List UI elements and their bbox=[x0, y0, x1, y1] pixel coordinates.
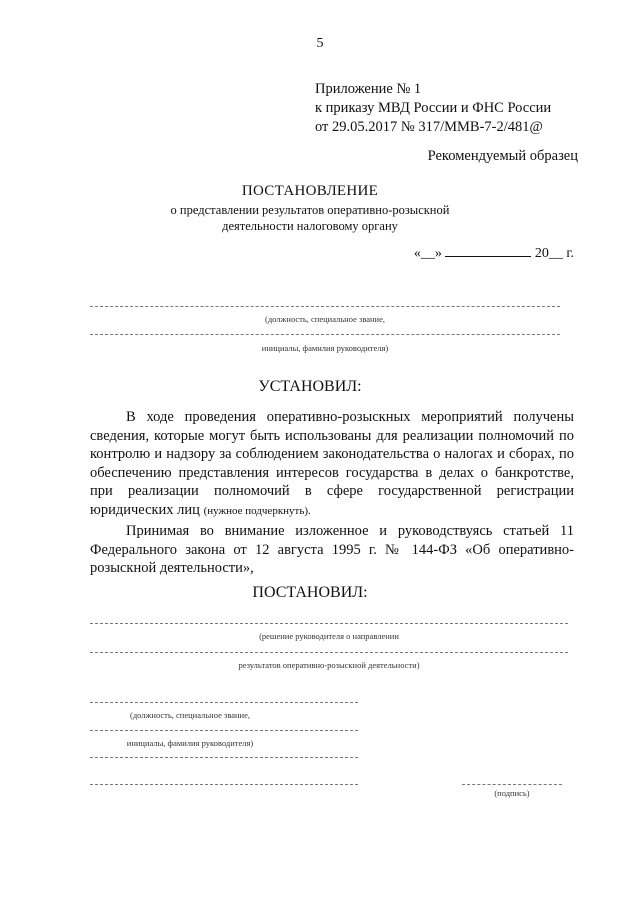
established-heading: УСТАНОВИЛ: bbox=[258, 378, 362, 395]
position-line bbox=[90, 306, 560, 307]
date-line bbox=[414, 242, 574, 262]
appendix-line-3: от 29.05.2017 № 317/ММВ-7-2/481@ bbox=[315, 119, 543, 135]
document-title: ПОСТАНОВЛЕНИЕ bbox=[241, 183, 379, 199]
signature-caption: (подпись) bbox=[494, 788, 530, 798]
decision-caption-1: (решение руководителя о направлении bbox=[259, 631, 399, 641]
document-subtitle bbox=[0, 202, 630, 234]
appendix-block bbox=[315, 80, 551, 137]
signatory-extra-line bbox=[90, 757, 358, 758]
signatory-position-line bbox=[90, 702, 358, 703]
decision-line-2 bbox=[90, 652, 568, 653]
head-caption: инициалы, фамилия руководителя) bbox=[261, 343, 389, 353]
paragraph-1 bbox=[90, 408, 574, 520]
subtitle-line-1: о представлении результатов оперативно-розыскной bbox=[170, 203, 450, 217]
decision-line-1 bbox=[90, 623, 568, 624]
date-year-suffix: г. bbox=[566, 246, 574, 261]
date-year-prefix: 20__ bbox=[534, 246, 563, 261]
page-number: 5 bbox=[316, 36, 324, 51]
position-caption: (должность, специальное звание, bbox=[264, 314, 386, 324]
date-month-blank bbox=[445, 242, 531, 257]
paragraph-2-text: Принимая во внимание изложенное и руководствуясь статьей 11 Федерального закона от 12 августа 1995 г. № 144-ФЗ «Об оперативно-розыскной деятельности», bbox=[90, 523, 574, 576]
paragraph-2 bbox=[90, 522, 574, 578]
subtitle-line-2: деятельности налоговому органу bbox=[222, 219, 398, 233]
paragraph-1-text: В ходе проведения оперативно-розыскных мероприятий получены сведения, которые могут быть использованы для реализации полномочий по контролю и надзору за соблюдением законодательства о налогах и сборах, по обеспечению представления интересов государства в делах о банкротстве, при реализации полномочий в сфере государственной регистрации юридических лиц bbox=[90, 409, 574, 518]
date-day: «__» bbox=[413, 246, 442, 261]
signatory-head-caption: инициалы, фамилия руководителя) bbox=[126, 738, 254, 748]
appendix-line-1: Приложение № 1 bbox=[315, 81, 422, 97]
signature-line bbox=[462, 784, 562, 785]
signatory-name-line bbox=[90, 784, 358, 785]
decision-caption-2: результатов оперативно-розыскной деятельности) bbox=[238, 660, 420, 670]
head-line bbox=[90, 334, 560, 335]
signatory-position-caption: (должность, специальное звание, bbox=[129, 710, 251, 720]
sample-label: Рекомендуемый образец bbox=[427, 148, 578, 164]
paragraph-1-note: (нужное подчеркнуть). bbox=[203, 504, 311, 517]
appendix-line-2: к приказу МВД России и ФНС России bbox=[315, 100, 552, 116]
resolved-heading: ПОСТАНОВИЛ: bbox=[252, 584, 368, 601]
signatory-head-line bbox=[90, 730, 358, 731]
